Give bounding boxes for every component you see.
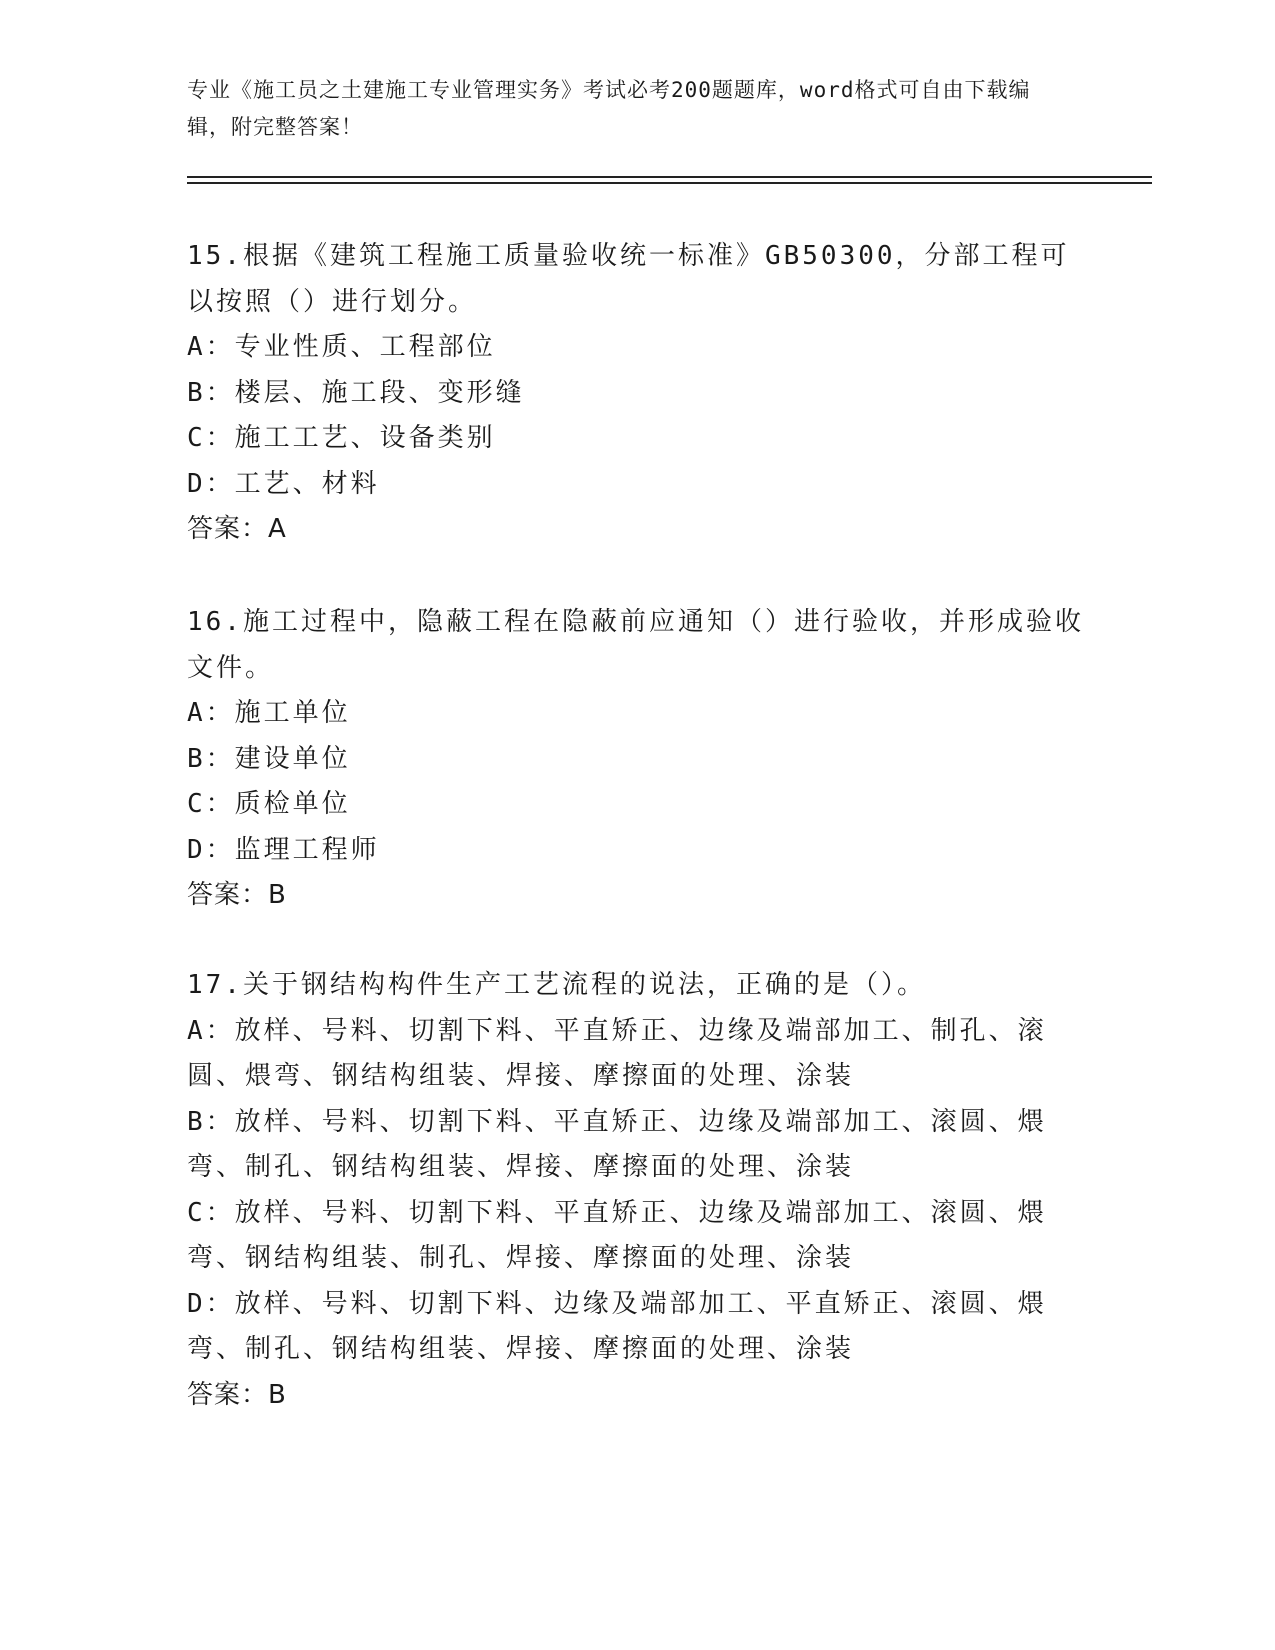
option-c: C：放样、号料、切割下料、平直矫正、边缘及端部加工、滚圆、煨弯、钢结构组装、制孔、焊接、摩擦面的处理、涂装 <box>187 1197 1047 1273</box>
question-stem: 16.施工过程中，隐蔽工程在隐蔽前应通知（）进行验收，并形成验收文件。 <box>187 607 1084 683</box>
question-16 <box>187 600 1087 919</box>
question-17 <box>187 963 1087 1418</box>
question-stem: 15.根据《建筑工程施工质量验收统一标准》GB50300，分部工程可以按照（）进行划分。 <box>187 241 1070 317</box>
answer: 答案：A <box>187 514 287 544</box>
option-d: D：放样、号料、切割下料、边缘及端部加工、平直矫正、滚圆、煨弯、制孔、钢结构组装、焊接、摩擦面的处理、涂装 <box>187 1288 1047 1364</box>
question-15 <box>187 234 1087 553</box>
answer: 答案：B <box>187 1379 287 1410</box>
option-b: B：楼层、施工段、变形缝 <box>187 377 525 408</box>
option-c: C：质检单位 <box>187 789 351 819</box>
document-header: 专业《施工员之土建施工专业管理实务》考试必考200题题库，word格式可自由下载编辑，附完整答案！ <box>187 78 1031 139</box>
header-rule-bottom <box>187 182 1152 184</box>
option-a: A：施工单位 <box>187 698 351 728</box>
option-d: D：监理工程师 <box>187 834 380 865</box>
answer: 答案：B <box>187 880 287 910</box>
option-c: C：施工工艺、设备类别 <box>187 423 496 453</box>
header-rule-top <box>187 176 1152 178</box>
option-a: A：专业性质、工程部位 <box>187 332 496 362</box>
option-a: A：放样、号料、切割下料、平直矫正、边缘及端部加工、制孔、滚圆、煨弯、钢结构组装、焊接、摩擦面的处理、涂装 <box>187 1015 1047 1091</box>
question-stem: 17.关于钢结构构件生产工艺流程的说法，正确的是（）。 <box>187 970 926 1000</box>
option-b: B：建设单位 <box>187 743 351 774</box>
option-d: D：工艺、材料 <box>187 468 380 499</box>
option-b: B：放样、号料、切割下料、平直矫正、边缘及端部加工、滚圆、煨弯、制孔、钢结构组装、焊接、摩擦面的处理、涂装 <box>187 1106 1047 1182</box>
